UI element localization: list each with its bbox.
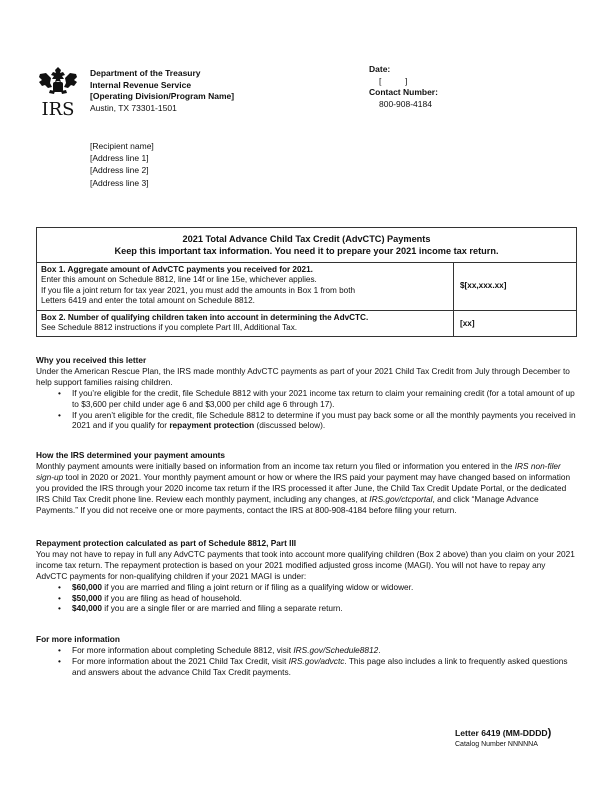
why-heading: Why you received this letter <box>36 355 147 365</box>
summary-title <box>37 228 576 263</box>
agency-line-2: Internal Revenue Service <box>90 79 192 90</box>
summary-title-line-1: 2021 Total Advance Child Tax Credit (AdvCTC) Payments <box>182 234 431 244</box>
section-why-received <box>36 355 577 431</box>
why-paragraph: Under the American Rescue Plan, the IRS made monthly AdvCTC payments as part of your 2021 Child Tax Credit from July through December to help support families raising children. <box>36 365 570 387</box>
letter-number-paren: ) <box>547 727 552 739</box>
agency-address-block <box>90 68 234 114</box>
how-text-2: tool in 2020 or 2021. Your monthly payment amount or how or where the IRS paid your payment may have changed based on information you provided the IRS through your 2020 income tax return if the IRS processed it after June, the Child Tax Credit Update Portal, or the dedicated IRS Child Tax Credit phone line. Review each monthly payment, including any changes, at <box>36 471 571 504</box>
more-heading: For more information <box>36 634 120 644</box>
agency-line-4: Austin, TX 73301-1501 <box>90 102 177 113</box>
svg-text:IRS: IRS <box>41 99 75 118</box>
contact-label: Contact Number: <box>369 87 438 97</box>
more-info-item-advctc <box>58 656 577 678</box>
recipient-address-3: [Address line 3] <box>90 177 149 188</box>
payment-summary-table <box>36 227 577 337</box>
ctcportal-link[interactable]: IRS.gov/ctcportal <box>369 493 433 504</box>
section-how-determined <box>36 450 577 515</box>
how-text-1: Monthly payment amounts were initially based on information from an income tax return you filed or information you entered in the <box>36 460 515 471</box>
box2-heading: Box 2. Number of qualifying children taken into account in determining the AdvCTC. <box>41 312 369 322</box>
threshold-text: if you are filing as head of household. <box>102 592 242 603</box>
repay-heading: Repayment protection calculated as part of Schedule 8812, Part III <box>36 538 297 548</box>
threshold-text: if you are married and filing a joint return or if filing as a qualifying widow or widower. <box>102 581 414 592</box>
why-bullet-2-text: If you aren’t eligible for the credit, file Schedule 8812 to determine if you must pay back some or all the monthly payments you received in 2021 and if you qualify for <box>72 409 576 431</box>
how-paragraph <box>36 461 577 516</box>
threshold-item-joint <box>58 582 577 593</box>
letter-number <box>455 727 551 740</box>
date-label: Date: <box>369 64 391 74</box>
why-bullet-1: • If you’re eligible for the credit, file Schedule 8812 with your 2021 income tax return to claim your remaining credit (for a total amount of up to $3,600 per child under age 6 and $3,000 per child age 6 through 17). <box>58 388 577 410</box>
non-filer-tool-name: IRS non-filer sign-up <box>36 460 561 482</box>
contact-value: 800-908-4184 <box>379 98 432 109</box>
threshold-item-single <box>58 603 577 614</box>
more-info-list <box>58 645 577 678</box>
box1-description <box>37 263 454 310</box>
repayment-protection-term: repayment protection <box>169 420 255 431</box>
date-value: [ ] <box>379 75 408 86</box>
summary-row-box2 <box>37 311 576 337</box>
threshold-amount: $40,000 <box>72 603 102 614</box>
threshold-item-head-of-household <box>58 593 577 604</box>
why-bullet-2 <box>58 410 577 432</box>
box1-line-1: Enter this amount on Schedule 8812, line 14f or line 15e, whichever applies. <box>41 275 317 285</box>
irs-eagle-icon <box>36 64 80 118</box>
agency-line-3: [Operating Division/Program Name] <box>90 91 235 101</box>
why-bullet-2-tail: (discussed below). <box>254 420 326 431</box>
box2-value: [xx] <box>460 318 475 328</box>
more-info-tail: . <box>378 644 381 655</box>
section-repayment-protection <box>36 538 577 614</box>
advctc-link[interactable]: IRS.gov/advctc <box>288 655 345 666</box>
threshold-amount: $50,000 <box>72 592 102 603</box>
repay-paragraph: You may not have to repay in full any AdvCTC payments that took into account more qualifying children (Box 2 above) than you claim on your 2021 income tax return. The repayment protection is based on your 2021 modified adjusted gross income (MAGI). You will not have to repay any AdvCTC payments for non-qualifying children if your 2021 MAGI is under: <box>36 548 575 581</box>
recipient-address-block <box>90 140 154 189</box>
date-contact-block <box>369 64 438 110</box>
threshold-amount: $60,000 <box>72 581 102 592</box>
box1-heading: Box 1. Aggregate amount of AdvCTC payments you received for 2021. <box>41 265 313 274</box>
how-text-3: , and click “Manage Advance Payments.” If you did not receive one or more payments, contact the IRS at 800-908-4184 before filing your return. <box>36 493 539 515</box>
section-more-information <box>36 634 577 678</box>
recipient-name: [Recipient name] <box>90 141 154 151</box>
more-info-item-schedule8812 <box>58 645 577 656</box>
summary-row-box1 <box>37 263 576 311</box>
box1-value: $[xx,xxx.xx] <box>460 281 507 291</box>
summary-title-line-2: Keep this important tax information. You need it to prepare your 2021 income tax return. <box>114 245 499 256</box>
more-info-text: For more information about the 2021 Child Tax Credit, visit <box>72 655 289 666</box>
more-info-tail: . This page also includes a link to frequently asked questions and answers about the advance Child Tax Credit payments. <box>72 655 568 677</box>
more-info-text: For more information about completing Schedule 8812, visit <box>72 644 294 655</box>
agency-line-1: Department of the Treasury <box>90 68 201 78</box>
letter-number-text: Letter 6419 (MM-DDDD <box>455 728 548 738</box>
catalog-number: Catalog Number NNNNNA <box>455 741 538 749</box>
box2-description <box>37 311 454 337</box>
box1-line-3: Letters 6419 and enter the total amount on Schedule 8812. <box>41 296 255 306</box>
threshold-text: if you are a single filer or are married and filing a separate return. <box>102 603 343 614</box>
repay-threshold-list <box>58 582 577 615</box>
box1-line-2: If you file a joint return for tax year 2021, you must add the amounts in Box 1 from both <box>41 285 356 295</box>
recipient-address-2: [Address line 2] <box>90 165 149 176</box>
schedule8812-link[interactable]: IRS.gov/Schedule8812 <box>293 644 379 655</box>
box2-line-1: See Schedule 8812 instructions if you complete Part III, Additional Tax. <box>41 323 298 333</box>
recipient-address-1: [Address line 1] <box>90 153 149 164</box>
irs-logo <box>36 64 80 118</box>
how-heading: How the IRS determined your payment amounts <box>36 450 226 460</box>
why-bullet-list <box>58 388 577 432</box>
letter-footer <box>455 727 551 750</box>
